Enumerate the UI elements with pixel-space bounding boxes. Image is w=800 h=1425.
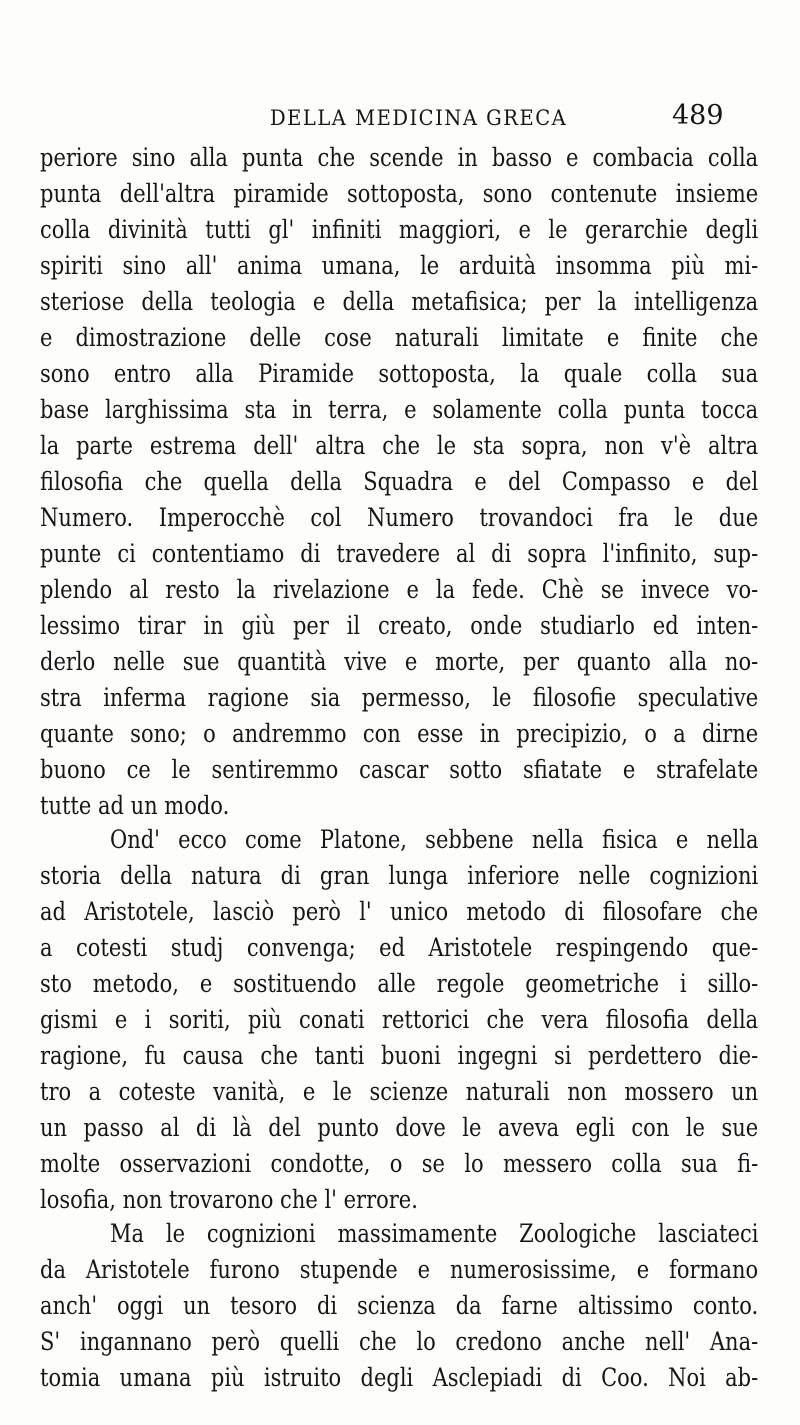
text-line: punte ci contentiamo di travedere al di sopra l'infinito, sup- — [40, 539, 759, 568]
text-line: quante sono; o andremmo con esse in precipizio, o a dirne — [40, 719, 759, 748]
text-line: S' ingannano però quelli che lo credono anche nell' Ana- — [40, 1327, 759, 1356]
text-line: la parte estrema dell' altra che le sta sopra, non v'è altra — [40, 431, 759, 460]
text-line: colla divinità tutti gl' infiniti maggiori, e le gerarchie degli — [40, 215, 759, 244]
text-line: tro a coteste vanità, e le scienze naturali non mossero un — [40, 1077, 759, 1106]
text-line: base larghissima sta in terra, e solamente colla punta tocca — [40, 395, 759, 424]
text-line: e dimostrazione delle cose naturali limitate e finite che — [40, 323, 759, 352]
text-line: derlo nelle sue quantità vive e morte, per quanto alla no- — [40, 647, 759, 676]
text-line: sto metodo, e sostituendo alle regole geometriche i sillo- — [40, 969, 759, 998]
text-line: un passo al di là del punto dove le aveva egli con le sue — [40, 1113, 759, 1142]
text-line: tutte ad un modo. — [40, 791, 230, 820]
text-line: gismi e i soriti, più conati rettorici che vera filosofia della — [40, 1005, 759, 1034]
text-line: spiriti sino all' anima umana, le arduità insomma più mi- — [40, 251, 759, 280]
text-line: tomia umana più istruito degli Asclepiadi di Coo. Noi ab- — [40, 1363, 759, 1392]
text-line: punta dell'altra piramide sottoposta, sono contenute insieme — [40, 179, 759, 208]
text-line: Numero. Imperocchè col Numero trovandoci fra le due — [40, 503, 759, 532]
text-line: filosofia che quella della Squadra e del Compasso e del — [40, 467, 759, 496]
text-line: ragione, fu causa che tanti buoni ingegni si perdettero die- — [40, 1041, 759, 1070]
text-line: stra inferma ragione sia permesso, le filosofie speculative — [40, 683, 759, 712]
text-line: buono ce le sentiremmo cascar sotto sfiatate e strafelate — [40, 755, 759, 784]
text-line: molte osservazioni condotte, o se lo messero colla sua fi- — [40, 1149, 759, 1178]
text-line: a cotesti studj convenga; ed Aristotele respingendo que- — [40, 933, 759, 962]
text-line: Ond' ecco come Platone, sebbene nella fisica e nella — [110, 825, 759, 854]
text-line: steriose della teologia e della metafisica; per la intelligenza — [40, 287, 759, 316]
text-line: plendo al resto la rivelazione e la fede. Chè se invece vo- — [40, 575, 759, 604]
text-line: ad Aristotele, lasciò però l' unico metodo di filosofare che — [40, 897, 759, 926]
page-number: 489 — [672, 100, 724, 131]
text-line: anch' oggi un tesoro di scienza da farne altissimo conto. — [40, 1291, 759, 1320]
text-line: periore sino alla punta che scende in basso e combacia colla — [40, 143, 759, 172]
text-line: Ma le cognizioni massimamente Zoologiche lasciateci — [110, 1219, 759, 1248]
text-line: lessimo tirar in giù per il creato, onde studiarlo ed inten- — [40, 611, 759, 640]
text-line: storia della natura di gran lunga inferiore nelle cognizioni — [40, 861, 759, 890]
page-header — [0, 100, 800, 140]
running-title: DELLA MEDICINA GRECA — [270, 106, 568, 130]
text-line: sono entro alla Piramide sottoposta, la quale colla sua — [40, 359, 759, 388]
text-line: losofia, non trovarono che l' errore. — [40, 1185, 418, 1214]
text-line: da Aristotele furono stupende e numerosissime, e formano — [40, 1255, 759, 1284]
